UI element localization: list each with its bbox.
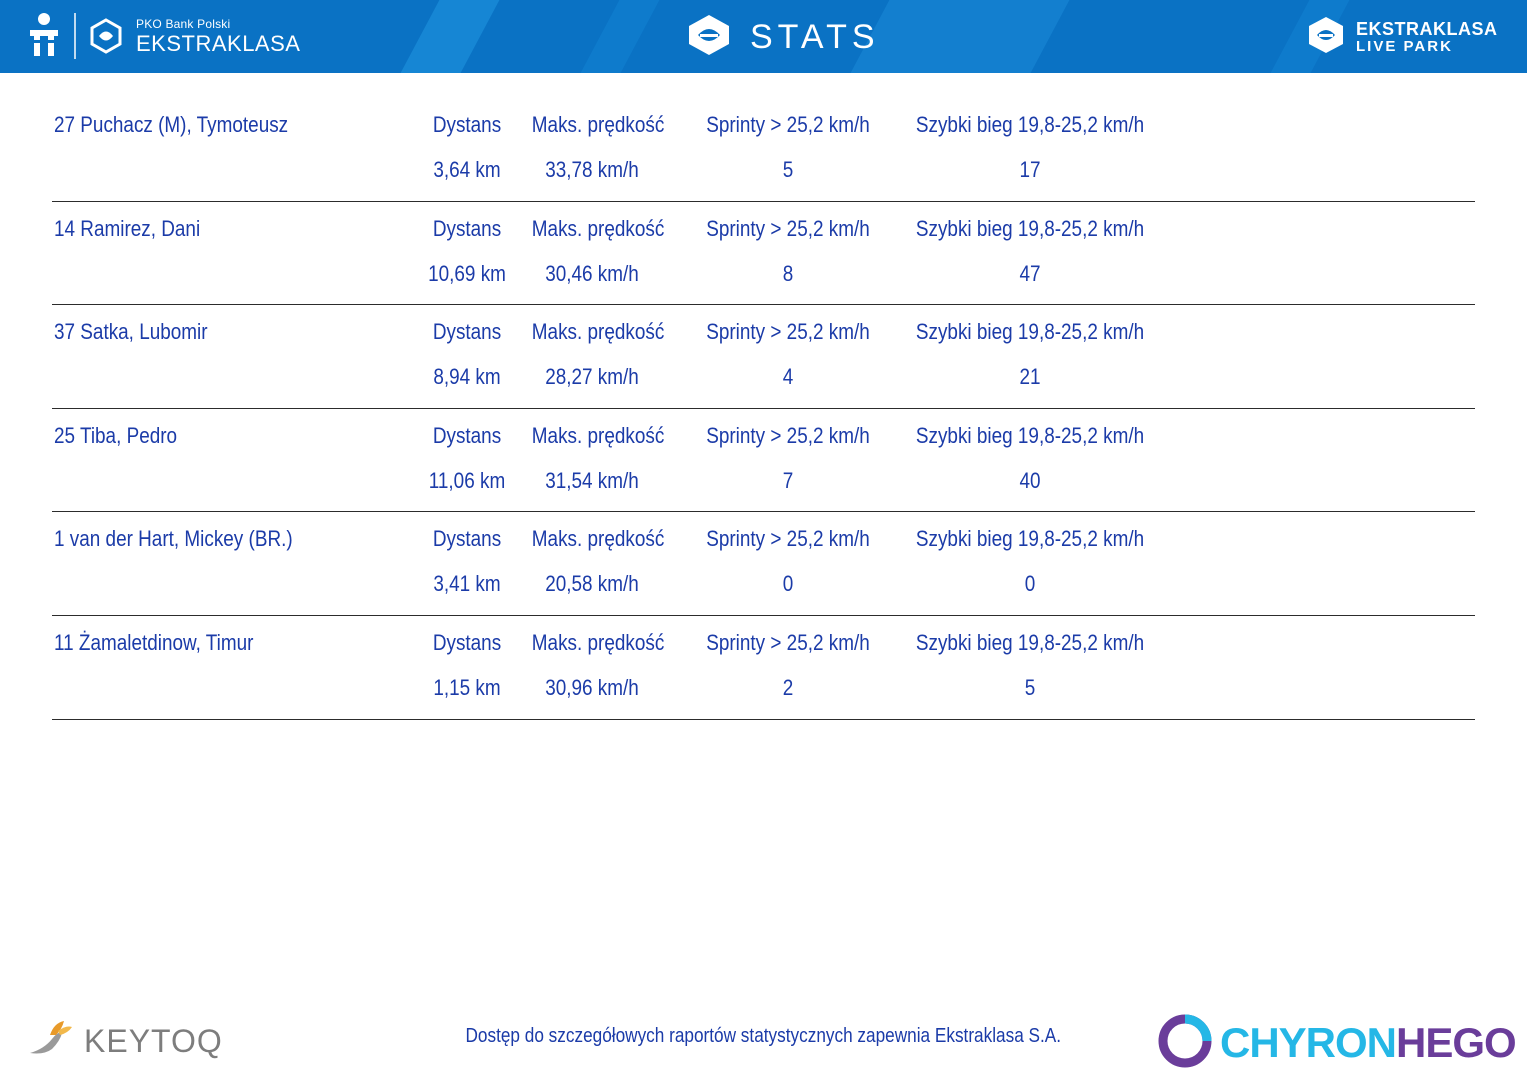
fast-runs-value: 21	[1019, 364, 1041, 390]
fast-runs-header: Szybki bieg 19,8-25,2 km/h	[915, 629, 1145, 655]
fast-runs-header: Szybki bieg 19,8-25,2 km/h	[915, 319, 1145, 345]
sprints-value: 8	[782, 260, 794, 286]
footer-note-text: Dostęp do szczegółowych raportów statystycznych zapewnia Ekstraklasa S.A.	[465, 1025, 1062, 1047]
logo-divider	[74, 13, 76, 59]
fast-runs-value: 0	[1024, 571, 1036, 597]
fast-runs-value: 17	[1019, 157, 1041, 182]
max-speed-header: Maks. prędkość	[531, 629, 665, 655]
distance-header: Dystans	[432, 112, 502, 137]
ekstraklasa-emblem-icon	[88, 18, 124, 54]
max-speed-value: 20,58 km/h	[545, 571, 639, 597]
chyronhego-swirl-icon	[1158, 1014, 1212, 1073]
header-stripe	[851, 0, 1070, 73]
sprints-value: 4	[782, 364, 794, 390]
player-row	[52, 305, 1475, 409]
sprints-header: Sprinty > 25,2 km/h	[706, 215, 870, 241]
player-row	[52, 202, 1475, 306]
sprints-value: 2	[782, 674, 794, 700]
max-speed-header: Maks. prędkość	[531, 422, 665, 448]
player-row	[52, 409, 1475, 513]
max-speed-value: 28,27 km/h	[545, 364, 639, 390]
live-park-logo	[1306, 15, 1498, 59]
sprints-header: Sprinty > 25,2 km/h	[706, 422, 870, 448]
player-name: 11 Żamaletdinow, Timur	[54, 629, 254, 655]
player-row	[52, 512, 1475, 616]
fast-runs-header: Szybki bieg 19,8-25,2 km/h	[915, 526, 1145, 552]
player-name: 1 van der Hart, Mickey (BR.)	[54, 526, 293, 552]
distance-value: 10,69 km	[428, 260, 506, 286]
sprints-header: Sprinty > 25,2 km/h	[706, 319, 870, 345]
chyron-word: CHYRON	[1220, 1019, 1397, 1066]
distance-value: 1,15 km	[433, 674, 501, 700]
player-name: 25 Tiba, Pedro	[54, 422, 178, 448]
player-row	[52, 616, 1475, 720]
brand-text	[136, 18, 300, 55]
sprints-header: Sprinty > 25,2 km/h	[706, 629, 870, 655]
live-park-line1: EKSTRAKLASA	[1356, 19, 1498, 39]
sprints-value: 5	[782, 157, 794, 182]
sprints-header: Sprinty > 25,2 km/h	[706, 112, 870, 137]
pko-ekstraklasa-logo	[26, 10, 300, 62]
keytoq-text: KEYTOQ	[84, 1022, 223, 1059]
stats-e-icon	[686, 13, 732, 62]
fast-runs-header: Szybki bieg 19,8-25,2 km/h	[915, 422, 1145, 448]
header-bar	[0, 0, 1527, 73]
player-name: 37 Satka, Lubomir	[54, 319, 208, 345]
fast-runs-header: Szybki bieg 19,8-25,2 km/h	[915, 112, 1145, 137]
max-speed-header: Maks. prędkość	[531, 215, 665, 241]
hego-word: HEGO	[1396, 1019, 1516, 1066]
max-speed-value: 33,78 km/h	[545, 157, 639, 182]
fast-runs-value: 5	[1024, 674, 1036, 700]
sprints-value: 7	[782, 467, 794, 493]
sprints-header: Sprinty > 25,2 km/h	[706, 526, 870, 552]
brand-small-text: PKO Bank Polski	[136, 16, 231, 31]
header-stripe	[581, 0, 660, 73]
distance-header: Dystans	[432, 629, 502, 655]
max-speed-value: 31,54 km/h	[545, 467, 639, 493]
pko-bank-icon	[26, 12, 62, 60]
distance-value: 3,41 km	[433, 571, 501, 597]
max-speed-header: Maks. prędkość	[531, 319, 665, 345]
player-name: 27 Puchacz (M), Tymoteusz	[54, 112, 289, 137]
live-park-e-icon	[1306, 15, 1346, 60]
fast-runs-header: Szybki bieg 19,8-25,2 km/h	[915, 215, 1145, 241]
chyronhego-text	[1220, 1019, 1516, 1067]
sprints-value: 0	[782, 571, 794, 597]
max-speed-value: 30,46 km/h	[545, 260, 639, 286]
header-stripe	[401, 0, 500, 73]
live-park-text	[1356, 20, 1498, 54]
distance-header: Dystans	[432, 422, 502, 448]
stats-title-block	[686, 15, 880, 59]
distance-header: Dystans	[432, 319, 502, 345]
distance-value: 11,06 km	[428, 467, 506, 493]
fast-runs-value: 40	[1019, 467, 1041, 493]
player-name: 14 Ramirez, Dani	[54, 215, 201, 241]
brand-big-text: EKSTRAKLASA	[136, 30, 301, 56]
fast-runs-value: 47	[1019, 260, 1041, 286]
player-stats-list	[52, 98, 1475, 720]
max-speed-value: 30,96 km/h	[545, 674, 639, 700]
player-row	[52, 98, 1475, 202]
page-title: STATS	[750, 17, 880, 56]
distance-header: Dystans	[432, 215, 502, 241]
max-speed-header: Maks. prędkość	[531, 112, 665, 137]
distance-header: Dystans	[432, 526, 502, 552]
max-speed-header: Maks. prędkość	[531, 526, 665, 552]
live-park-line2: LIVE PARK	[1356, 38, 1453, 55]
distance-value: 3,64 km	[433, 157, 501, 182]
distance-value: 8,94 km	[433, 364, 501, 390]
chyronhego-logo	[1158, 1016, 1516, 1070]
